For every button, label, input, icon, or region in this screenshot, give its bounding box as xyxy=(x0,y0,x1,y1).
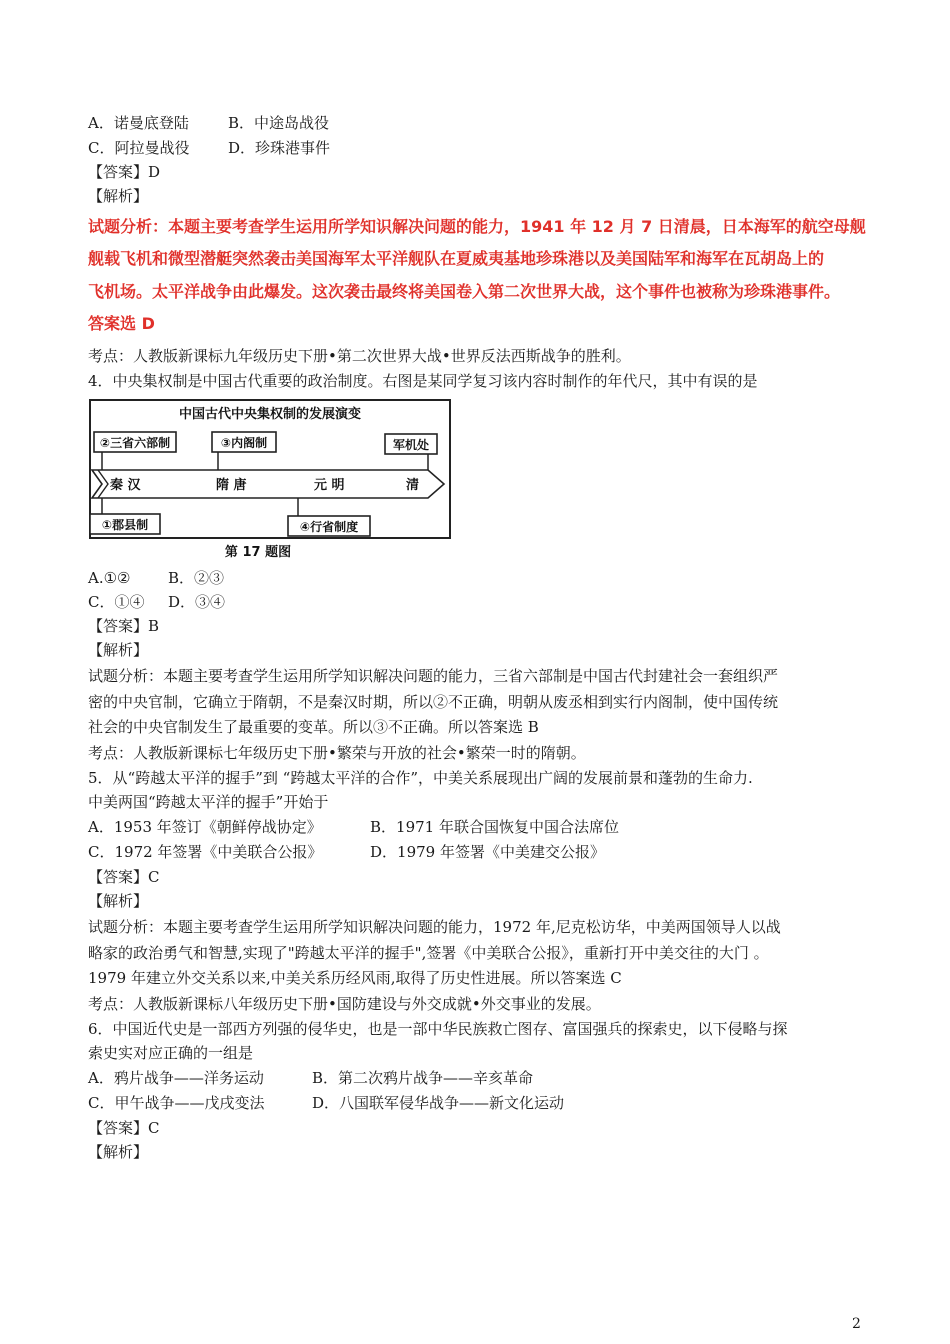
q3-analysis-label: 【解析】 xyxy=(88,187,149,205)
q6-option-a: A．鸦片战争——洋务运动 xyxy=(88,1069,264,1087)
q3-option-b: B．中途岛战役 xyxy=(228,114,330,132)
q5-analysis-line: 略家的政治勇气和智慧,实现了"跨越太平洋的握手",签署《中美联合公报》，重新打开中美交往的大门 。 xyxy=(88,944,769,962)
box-junxian-label: ①郡县制 xyxy=(101,518,149,532)
q4-analysis-line: 试题分析：本题主要考查学生运用所学知识解决问题的能力，三省六部制是中国古代封建社会一套组织严 xyxy=(88,667,779,685)
q3-option-c: C．阿拉曼战役 xyxy=(88,139,190,157)
q4-option-c: C．①④ xyxy=(88,593,145,611)
era-yuan-ming: 元 明 xyxy=(314,478,345,493)
page-number: 2 xyxy=(852,1316,861,1332)
q4-analysis-line: 密的中央官制，它确立于隋朝，不是秦汉时期，所以②不正确，明朝从废丞相到实行内阁制，使中国传统 xyxy=(88,693,779,711)
q4-kaodian: 考点：人教版新课标七年级历史下册•繁荣与开放的社会•繁荣一时的隋朝。 xyxy=(88,744,586,762)
q4-option-b: B．②③ xyxy=(168,569,225,587)
q5-analysis-line: 试题分析：本题主要考查学生运用所学知识解决问题的能力，1972 年,尼克松访华，中美两国领导人以战 xyxy=(88,918,781,936)
box-neige-label: ③内阁制 xyxy=(220,436,268,450)
q3-options-row1 xyxy=(88,113,329,133)
q6-stem-line: 索史实对应正确的一组是 xyxy=(88,1044,254,1062)
q5-kaodian: 考点：人教版新课标八年级历史下册•国防建设与外交成就•外交事业的发展。 xyxy=(88,995,601,1013)
q5-option-a: A．1953 年签订《朝鲜停战协定》 xyxy=(88,818,322,836)
box-junjichu-label: 军机处 xyxy=(392,438,430,452)
q3-analysis-line: 舰载飞机和微型潜艇突然袭击美国海军太平洋舰队在夏威夷基地珍珠港以及美国陆军和海军在瓦胡岛上的 xyxy=(88,249,825,268)
q4-answer: 【答案】B xyxy=(88,617,160,635)
q6-stem-line: 6．中国近代史是一部西方列强的侵华史，也是一部中华民族救亡图存、富国强兵的探索史，以下侵略与探 xyxy=(88,1020,788,1038)
q5-option-c: C．1972 年签署《中美联合公报》 xyxy=(88,843,323,861)
box-xingsheng-label: ④行省制度 xyxy=(299,520,359,534)
q6-option-c: C．甲午战争——戊戌变法 xyxy=(88,1094,265,1112)
q3-analysis-line: 飞机场。太平洋战争由此爆发。这次袭击最终将美国卷入第二次世界大战，这个事件也被称为珍珠港事件。 xyxy=(88,282,841,301)
q5-option-d: D．1979 年签署《中美建交公报》 xyxy=(370,843,605,861)
q4-analysis-label: 【解析】 xyxy=(88,641,149,659)
q5-stem-line: 5．从“跨越太平洋的握手”到 “跨越太平洋的合作”，中美关系展现出广阔的发展前景和蓬勃的生命力. xyxy=(88,769,753,787)
q3-analysis-line: 答案选 D xyxy=(88,314,155,333)
q4-timeline-diagram xyxy=(88,398,458,562)
q4-options-row2 xyxy=(88,592,225,612)
diagram-caption: 第 17 题图 xyxy=(224,545,292,560)
q6-options-row1 xyxy=(88,1068,533,1088)
q4-analysis-line: 社会的中央官制发生了最重要的变革。所以③不正确。所以答案选 B xyxy=(88,718,539,736)
q3-answer: 【答案】D xyxy=(88,163,161,181)
q6-option-b: B．第二次鸦片战争——辛亥革命 xyxy=(312,1069,534,1087)
q5-options-row2 xyxy=(88,842,605,862)
q5-answer: 【答案】C xyxy=(88,868,160,886)
era-qin-han: 秦 汉 xyxy=(110,478,141,493)
q3-kaodian: 考点：人教版新课标九年级历史下册•第二次世界大战•世界反法西斯战争的胜利。 xyxy=(88,347,631,365)
q5-analysis-label: 【解析】 xyxy=(88,892,149,910)
q6-answer: 【答案】C xyxy=(88,1119,160,1137)
q3-option-a: A．诺曼底登陆 xyxy=(88,114,189,132)
q4-option-a: A.①② xyxy=(88,569,131,587)
q3-option-d: D．珍珠港事件 xyxy=(228,139,331,157)
box-sansheng-label: ②三省六部制 xyxy=(99,436,171,450)
q3-options-row2 xyxy=(88,138,330,158)
timeline-arrow xyxy=(92,470,444,498)
q6-analysis-label: 【解析】 xyxy=(88,1143,149,1161)
q4-stem: 4．中央集权制是中国古代重要的政治制度。右图是某同学复习该内容时制作的年代尺，其中有误的是 xyxy=(88,372,758,390)
q4-option-d: D．③④ xyxy=(168,593,226,611)
q5-option-b: B．1971 年联合国恢复中国合法席位 xyxy=(370,818,619,836)
q5-options-row1 xyxy=(88,817,619,837)
q6-options-row2 xyxy=(88,1093,564,1113)
q5-analysis-line: 1979 年建立外交关系以来,中美关系历经风雨,取得了历史性进展。所以答案选 C xyxy=(88,969,622,987)
era-qing: 清 xyxy=(406,478,420,493)
q6-option-d: D．八国联军侵华战争——新文化运动 xyxy=(312,1094,565,1112)
q5-stem-line: 中美两国“跨越太平洋的握手”开始于 xyxy=(88,793,329,811)
q4-options-row1 xyxy=(88,568,224,588)
diagram-title: 中国古代中央集权制的发展演变 xyxy=(178,407,362,422)
q3-analysis-line: 试题分析：本题主要考查学生运用所学知识解决问题的能力，1941 年 12 月 7 日清晨，日本海军的航空母舰 xyxy=(88,217,866,236)
era-sui-tang: 隋 唐 xyxy=(216,478,247,493)
